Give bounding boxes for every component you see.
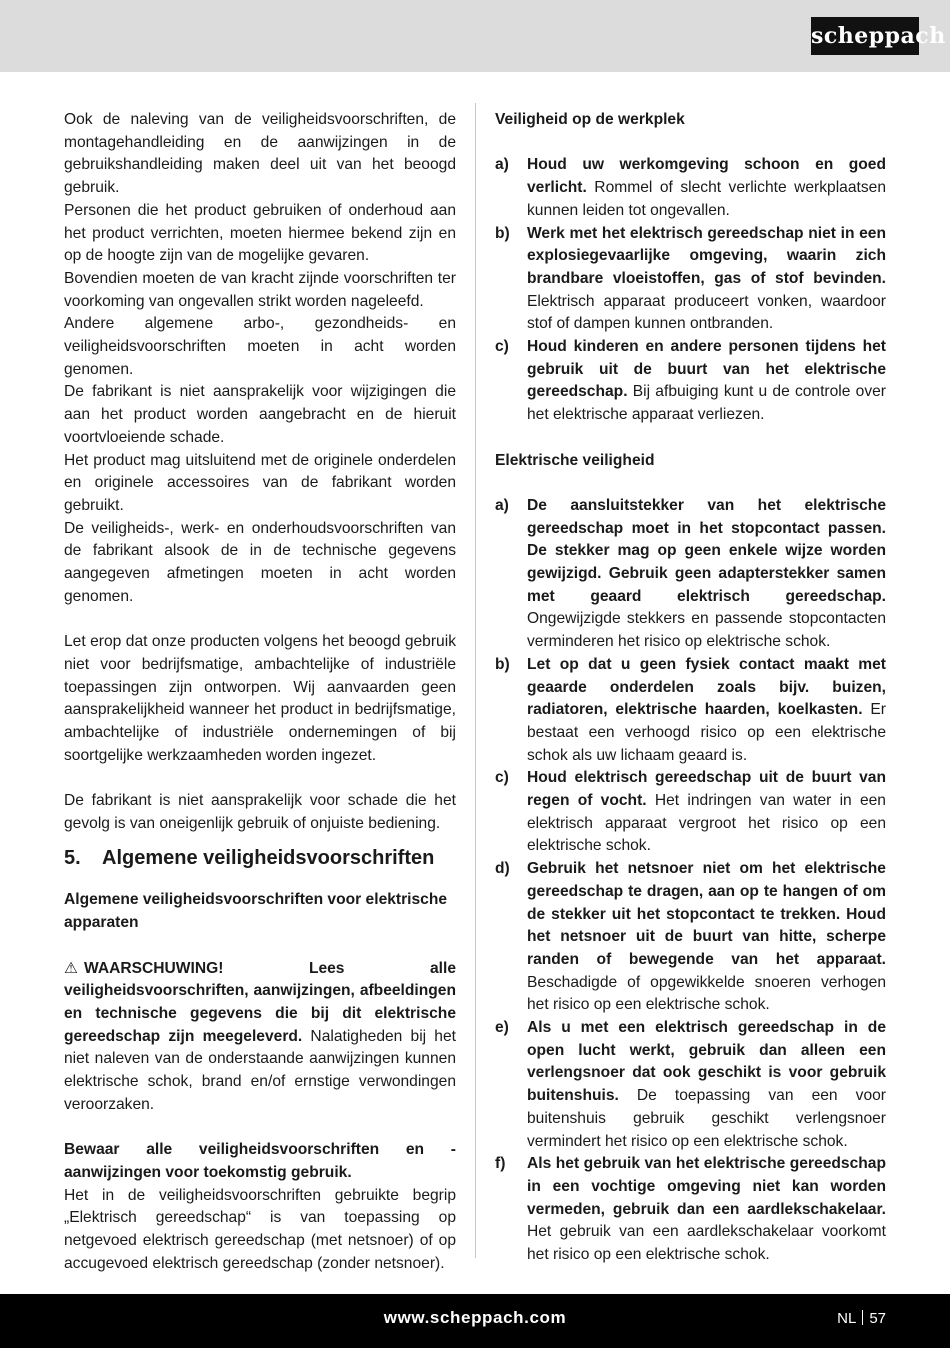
workplace-list <box>495 154 886 426</box>
list-item <box>495 1017 886 1153</box>
subheading: Algemene veiligheidsvoorschriften voor elektrische apparaten <box>64 891 448 932</box>
brand-name: scheppach <box>811 23 946 49</box>
list-marker: a) <box>495 496 509 514</box>
footer <box>0 1294 950 1348</box>
intro-paragraph: Personen die het product gebruiken of onderhoud aan het product verrichten, moeten hiermee bekend zijn en op de hoogte zijn van de mogelijke gevaren. <box>64 201 456 265</box>
intro-paragraph: De veiligheids-, werk- en onderhoudsvoorschriften van de fabrikant alsook de in de technische gegevens aangegeven afmetingen moeten in acht worden genomen. <box>64 519 456 605</box>
list-item <box>495 767 886 858</box>
separator <box>862 1310 863 1325</box>
section-number: 5. <box>64 847 81 870</box>
list-marker: f) <box>495 1155 506 1173</box>
list-marker: b) <box>495 224 510 242</box>
right-column <box>495 109 886 1267</box>
section-title: Algemene veiligheidsvoorschriften <box>102 847 435 870</box>
column-divider <box>475 103 476 1258</box>
list-item <box>495 336 886 427</box>
section-heading <box>64 844 456 872</box>
list-item <box>495 858 886 1017</box>
intro-paragraph: Ook de naleving van de veiligheidsvoorschriften, de montagehandleiding en de aanwijzingen in de gebruikshandleiding maken deel uit van het beoogd gebruik. <box>64 111 456 197</box>
list-item-text: Het indringen van water in een elektrisch apparaat vergroot het risico op een elektrische schok. <box>527 792 886 855</box>
list-item <box>495 223 886 337</box>
intro-paragraph: De fabrikant is niet aansprakelijk voor wijzigingen die aan het product worden aangebracht en de hieruit voortvloeiende schade. <box>64 383 456 446</box>
list-item-bold-text: Houd kinderen en andere personen tijdens het gebruik uit de buurt van het elektrische gereedschap. <box>527 338 886 401</box>
list-item-text: Beschadigde of opgewikkelde snoeren verhogen het risico op een elektrische schok. <box>527 973 886 1014</box>
intro-paragraph: Het product mag uitsluitend met de originele onderdelen en originele accessoires van de fabrikant worden gebruikt. <box>64 451 456 514</box>
list-item-bold-text: Als het gebruik van het elektrische gereedschap in een vochtige omgeving niet kan worden vermeden, gebruik dan een aardlekschakelaar. <box>527 1155 886 1218</box>
list-item-text: Het gebruik van een aardlekschakelaar voorkomt het risico op een elektrische schok. <box>527 1223 886 1264</box>
list-item <box>495 654 886 768</box>
warning-icon: ⚠ <box>64 959 78 977</box>
list-marker: e) <box>495 1019 509 1037</box>
list-item-text: Elektrisch apparaat produceert vonken, waardoor stof of dampen kunnen ontbranden. <box>527 292 886 333</box>
list-item <box>495 495 886 654</box>
page-indicator <box>837 1310 886 1327</box>
usage-paragraph: Let erop dat onze producten volgens het beoogd gebruik niet voor bedrijfsmatige, ambachtelijke of industriële toepassingen zijn ontworpen. Wij aanvaarden geen aansprakelijkheid wanneer het product in bedrijfsmatige, ambachtelijke of industriële ondernemingen of bij soortgelijke werkzaamheden worden ingezet. <box>64 633 456 764</box>
list-marker: c) <box>495 338 509 356</box>
warning-bold-text: WAARSCHUWING! Lees alle veiligheidsvoorschriften, aanwijzingen, afbeeldingen en technische gegevens die bij dit elektrische gereedschap zijn meegeleverd. <box>64 959 456 1045</box>
list-item-text: Er bestaat een verhoogd risico op een elektrische schok als uw lichaam geaard is. <box>527 701 886 764</box>
intro-paragraph: Bovendien moeten de van kracht zijnde voorschriften ter voorkoming van ongevallen strikt worden nageleefd. <box>64 269 456 310</box>
list-item-bold-text: Werk met het elektrisch gereedschap niet in een explosiegevaarlijke omgeving, waarin zich brandbare vloeistoffen, gas of stof bevinden. <box>527 224 886 287</box>
list-item-bold-text: Houd elektrisch gereedschap uit de buurt van regen of vocht. <box>527 769 886 810</box>
definition-paragraph: Het in de veiligheidsvoorschriften gebruikte begrip „Elektrisch gereedschap“ is van toepassing op netgevoed elektrisch gereedschap (met netsnoer) of op accugevoed elektrisch gereedschap (zonder netsnoer). <box>64 1186 456 1272</box>
language-code: NL <box>837 1310 857 1327</box>
workplace-heading: Veiligheid op de werkplek <box>495 111 685 128</box>
website-url: www.scheppach.com <box>383 1308 567 1327</box>
keep-instructions: Bewaar alle veiligheidsvoorschriften en -aanwijzingen voor toekomstig gebruik. <box>64 1141 456 1181</box>
list-item-bold-text: Als u met een elektrisch gereedschap in de open lucht werkt, gebruik dan alleen een verlengsnoer dat ook geschikt is voor gebruik buitenshuis. <box>527 1019 886 1105</box>
list-marker: c) <box>495 769 509 787</box>
list-marker: a) <box>495 156 509 174</box>
list-item-text: Bij afbuiging kunt u de controle over het elektrische apparaat verliezen. <box>527 383 886 424</box>
intro-paragraph: Andere algemene arbo-, gezondheids- en veiligheidsvoorschriften moeten in acht worden genomen. <box>64 315 456 378</box>
list-item-text: Rommel of slecht verlichte werkplaatsen kunnen leiden tot ongevallen. <box>527 179 886 219</box>
warning-text: Nalatigheden bij het niet naleven van de onderstaande aanwijzingen kunnen elektrische schok, brand en/of ernstige verwondingen veroorzaken. <box>64 1027 456 1113</box>
brand-logo <box>811 17 946 55</box>
list-item-text: Ongewijzigde stekkers en passende stopcontacten verminderen het risico op elektrische schok. <box>527 610 886 651</box>
list-item-bold-text: Houd uw werkomgeving schoon en goed verlicht. <box>527 156 886 197</box>
list-item-bold-text: De aansluitstekker van het elektrische gereedschap moet in het stopcontact passen. De stekker mag op geen enkele wijze worden gewijzigd. Gebruik geen adapterstekker samen met geaard elektrisch gereedschap. <box>527 496 886 605</box>
electrical-list <box>495 495 886 1267</box>
list-item-bold-text: Gebruik het netsnoer niet om het elektrische gereedschap te dragen, aan op te hangen of om de stekker uit het stopcontact te trekken. Houd het netsnoer uit de buurt van hitte, scherpe randen of bewegende van het apparaat. <box>527 860 886 968</box>
left-column <box>64 109 456 1275</box>
list-item-text: De toepassing van een voor buitenshuis gebruik geschikt verlengsnoer vermindert het risico op een elektrische schok. <box>527 1087 886 1150</box>
electrical-heading: Elektrische veiligheid <box>495 451 655 469</box>
list-marker: b) <box>495 655 510 673</box>
list-item-bold-text: Let op dat u geen fysiek contact maakt met geaarde onderdelen zoals bijv. buizen, radiatoren, elektrische haarden, koelkasten. <box>527 655 886 719</box>
list-item <box>495 154 886 222</box>
page-number: 57 <box>869 1310 886 1327</box>
list-marker: d) <box>495 860 510 878</box>
liability-paragraph: De fabrikant is niet aansprakelijk voor schade die het gevolg is van oneigenlijk gebruik of onjuiste bediening. <box>64 792 456 832</box>
warning-paragraph <box>64 958 456 1117</box>
list-item <box>495 1153 886 1267</box>
header-band <box>0 0 950 72</box>
